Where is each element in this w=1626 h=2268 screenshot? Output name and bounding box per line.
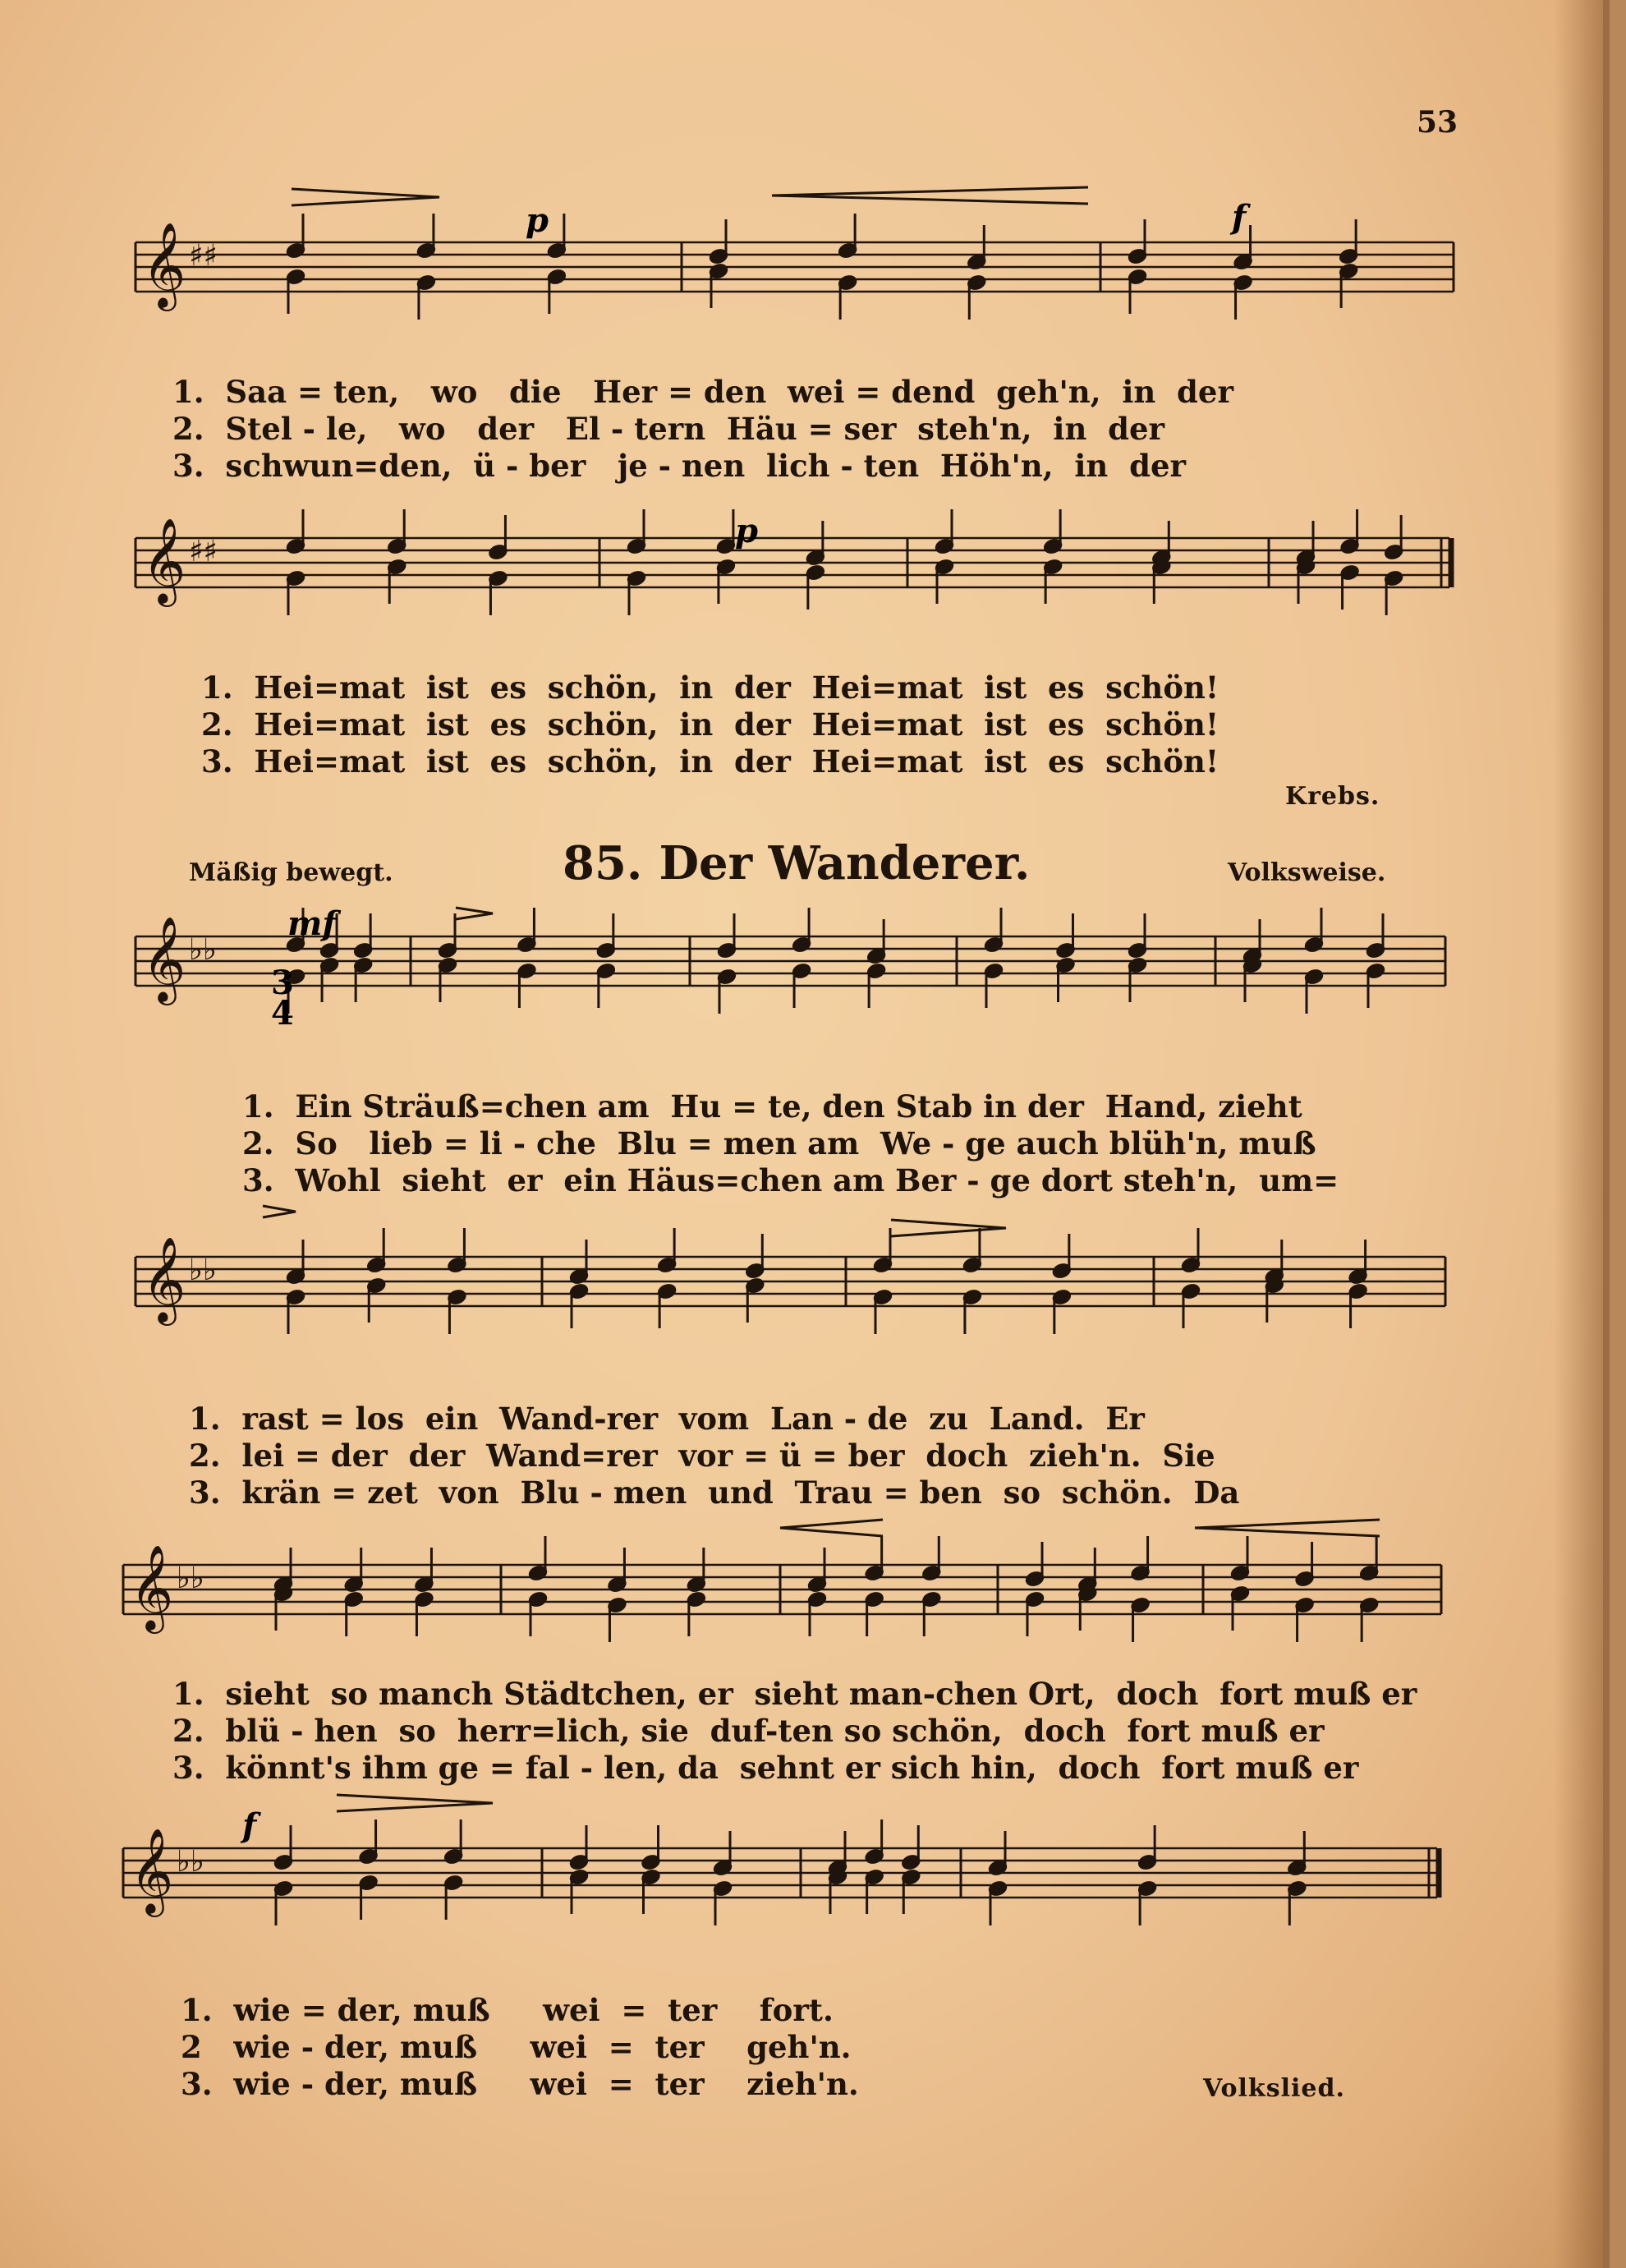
song-number: 85. [563,836,643,890]
dynamic-p-2: p [735,512,758,550]
s85-sys1-verse2: 2. So lieb = li - che Blu = men am We - ge auch blüh'n, muß [242,1125,1316,1162]
song-title [563,836,1030,890]
hairpin [780,1520,883,1536]
song-title-text: Der Wanderer. [659,836,1031,890]
treble-clef-icon: 𝄞 [142,916,186,1002]
dynamic-f-2: f [242,1806,257,1845]
hairpin [1195,1520,1380,1536]
s85-sys2-verse3: 3. krän = zet von Blu - men und Trau = ben so schön. Da [189,1474,1240,1511]
flat-icon: ♭♭ [189,1253,217,1287]
s84-sys1-verse1: 1. Saa = ten, wo die Her = den wei = dend geh'n, in der [172,374,1233,410]
treble-clef-icon: 𝄞 [130,1544,174,1631]
s85-sys2-verse1: 1. rast = los ein Wand-rer vom Lan - de zu Land. Er [189,1401,1145,1437]
s85-sys4-verse2: 2 wie - der, muß wei = ter geh'n. [181,2029,852,2065]
sharp-icon: ♯♯ [189,238,218,273]
hairpin [292,189,439,205]
s84-sys2-verse1: 1. Hei=mat ist es schön, in der Hei=mat ist es schön! [201,669,1220,706]
s84-sys1-verse2: 2. Stel - le, wo der El - tern Häu = ser steh'n, in der [172,411,1165,447]
flat-icon: ♭♭ [177,1844,204,1879]
s85-sys1-verse1: 1. Ein Sträuß=chen am Hu = te, den Stab in der Hand, zieht [242,1088,1302,1125]
treble-clef-icon: 𝄞 [142,518,186,604]
time-sig-top: 3 [271,964,294,1002]
hairpin [337,1795,493,1811]
flat-icon: ♭♭ [177,1561,204,1595]
treble-clef-icon: 𝄞 [130,1828,174,1914]
sharp-icon: ♯♯ [189,534,218,568]
time-sig-bottom: 4 [271,994,294,1033]
page-number: 53 [1417,105,1458,140]
treble-clef-icon: 𝄞 [142,222,186,308]
hairpin [891,1220,1006,1236]
s85-sys4-verse3: 3. wie - der, muß wei = ter zieh'n. [181,2066,859,2102]
s85-sys3-verse2: 2. blü - hen so herr=lich, sie duf-ten so schön, doch fort muß er [172,1713,1325,1749]
volkslied-credit: Volkslied. [1203,2074,1345,2103]
s85-sys3-verse3: 3. könnt's ihm ge = fal - len, da sehnt er sich hin, doch fort muß er [172,1750,1359,1786]
composer-credit: Krebs. [1285,782,1380,811]
barlines [123,242,1454,1898]
staff-lines [123,242,1454,1898]
hairpin [263,1206,296,1217]
s84-sys2-verse2: 2. Hei=mat ist es schön, in der Hei=mat ist es schön! [201,706,1220,743]
melody-source: Volksweise. [1228,858,1386,887]
flat-icon: ♭♭ [189,932,217,967]
hairpin [772,187,1088,204]
s85-sys3-verse1: 1. sieht so manch Städtchen, er sieht man-chen Ort, doch fort muß er [172,1676,1417,1712]
s84-sys1-verse3: 3. schwun=den, ü - ber je - nen lich - ten Höh'n, in der [172,448,1186,484]
s85-sys1-verse3: 3. Wohl sieht er ein Häus=chen am Ber - ge dort steh'n, um= [242,1162,1339,1198]
s84-sys2-verse3: 3. Hei=mat ist es schön, in der Hei=mat ist es schön! [201,743,1220,780]
dynamic-p-1: p [526,201,549,240]
hairpin [456,908,493,919]
treble-clef-icon: 𝄞 [142,1236,186,1323]
s85-sys4-verse1: 1. wie = der, muß wei = ter fort. [181,1992,834,2028]
tempo-marking: Mäßig bewegt. [189,858,393,887]
dynamic-mf: mf [287,904,337,943]
s85-sys2-verse2: 2. lei = der der Wand=rer vor = ü = ber doch zieh'n. Sie [189,1438,1215,1474]
dynamic-f-1: f [1232,198,1247,237]
